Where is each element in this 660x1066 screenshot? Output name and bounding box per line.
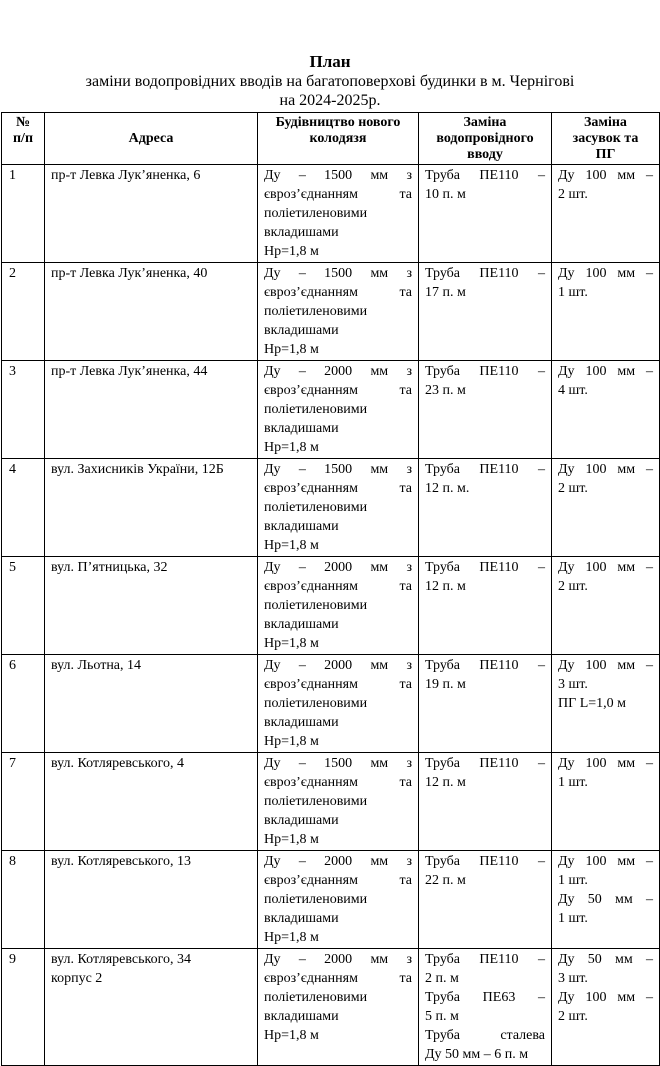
cell-valves xyxy=(552,949,660,1066)
cell-valves-line: Ду 100 мм – xyxy=(558,658,653,673)
cell-num: 4 xyxy=(2,459,45,557)
cell-address xyxy=(45,949,258,1066)
header-address: Адреса xyxy=(45,113,258,165)
cell-input-line: 12 п. м xyxy=(425,775,466,790)
cell-well-line: Нр=1,8 м xyxy=(264,342,319,357)
cell-input-line: Труба ПЕ110 – xyxy=(425,756,545,771)
cell-input-line: Труба ПЕ110 – xyxy=(425,266,545,281)
cell-valves-line: Ду 100 мм – xyxy=(558,462,653,477)
cell-input xyxy=(419,165,552,263)
cell-input-line: 23 п. м xyxy=(425,383,466,398)
cell-input-line: Труба ПЕ110 – xyxy=(425,364,545,379)
cell-well-line: Ду – 2000 мм з xyxy=(264,854,412,869)
cell-well-line: поліетиленовими xyxy=(264,500,368,515)
cell-well-line: вкладишами xyxy=(264,813,339,828)
cell-valves-line: Ду 100 мм – xyxy=(558,560,653,575)
cell-num: 3 xyxy=(2,361,45,459)
cell-valves xyxy=(552,361,660,459)
cell-well-line: поліетиленовими xyxy=(264,892,368,907)
cell-num: 1 xyxy=(2,165,45,263)
cell-valves-line: Ду 50 мм – xyxy=(558,952,653,967)
cell-valves-line: 1 шт. xyxy=(558,873,588,888)
cell-input-line: Ду 50 мм – 6 п. м xyxy=(425,1047,529,1062)
table-row xyxy=(2,263,660,361)
cell-input xyxy=(419,361,552,459)
cell-valves-line: 1 шт. xyxy=(558,911,588,926)
cell-well-line: євроз’єднанням та xyxy=(264,677,412,692)
cell-address-line: вул. Захисників України, 12Б xyxy=(51,462,224,477)
cell-input-line: Труба ПЕ110 – xyxy=(425,658,545,673)
cell-well-line: Нр=1,8 м xyxy=(264,930,319,945)
cell-well-line: вкладишами xyxy=(264,911,339,926)
cell-well-line: євроз’єднанням та xyxy=(264,481,412,496)
cell-well-line: Нр=1,8 м xyxy=(264,734,319,749)
cell-input-line: 19 п. м xyxy=(425,677,466,692)
cell-valves-line: Ду 100 мм – xyxy=(558,364,653,379)
cell-well xyxy=(258,557,419,655)
cell-valves-line: 2 шт. xyxy=(558,481,588,496)
cell-address xyxy=(45,361,258,459)
cell-well xyxy=(258,851,419,949)
cell-well xyxy=(258,361,419,459)
cell-valves xyxy=(552,459,660,557)
cell-well xyxy=(258,949,419,1066)
cell-valves-line: Ду 100 мм – xyxy=(558,168,653,183)
cell-input xyxy=(419,655,552,753)
cell-valves xyxy=(552,263,660,361)
table-row xyxy=(2,165,660,263)
cell-well-line: вкладишами xyxy=(264,715,339,730)
cell-input-line: 17 п. м xyxy=(425,285,466,300)
cell-input xyxy=(419,263,552,361)
cell-well-line: Ду – 2000 мм з xyxy=(264,364,412,379)
cell-num: 9 xyxy=(2,949,45,1066)
cell-valves-line: 3 шт. xyxy=(558,677,588,692)
cell-input xyxy=(419,851,552,949)
cell-address xyxy=(45,557,258,655)
cell-input-line: Труба ПЕ110 – xyxy=(425,168,545,183)
cell-address xyxy=(45,753,258,851)
cell-well-line: Ду – 2000 мм з xyxy=(264,560,412,575)
header-valves: Заміна засувок та ПГ xyxy=(552,113,660,165)
cell-valves xyxy=(552,655,660,753)
cell-well-line: євроз’єднанням та xyxy=(264,971,412,986)
cell-valves-line: 2 шт. xyxy=(558,1009,588,1024)
cell-valves xyxy=(552,557,660,655)
cell-well xyxy=(258,165,419,263)
document-subtitle: заміни водопровідних вводів на багатоповерхові будинки в м. Чернігові xyxy=(85,73,575,90)
header-num: № п/п xyxy=(2,113,45,165)
cell-input-line: 12 п. м xyxy=(425,579,466,594)
document-period: на 2024-2025р. xyxy=(279,92,381,109)
cell-well-line: поліетиленовими xyxy=(264,794,368,809)
cell-num: 7 xyxy=(2,753,45,851)
cell-address-line: вул. П’ятницька, 32 xyxy=(51,560,168,575)
cell-well-line: Нр=1,8 м xyxy=(264,440,319,455)
cell-input-line: Труба ПЕ110 – xyxy=(425,462,545,477)
cell-input-line: 5 п. м xyxy=(425,1009,459,1024)
cell-input-line: Труба ПЕ110 – xyxy=(425,854,545,869)
cell-well xyxy=(258,655,419,753)
cell-valves-line: 3 шт. xyxy=(558,971,588,986)
cell-address-line: вул. Льотна, 14 xyxy=(51,658,142,673)
table-row xyxy=(2,459,660,557)
cell-well-line: Нр=1,8 м xyxy=(264,1028,319,1043)
cell-num: 2 xyxy=(2,263,45,361)
cell-input-line: 22 п. м xyxy=(425,873,466,888)
cell-well-line: євроз’єднанням та xyxy=(264,579,412,594)
cell-well-line: поліетиленовими xyxy=(264,304,368,319)
cell-address xyxy=(45,165,258,263)
cell-address-line: вул. Котляревського, 4 xyxy=(51,756,184,771)
cell-valves-line: Ду 100 мм – xyxy=(558,266,653,281)
cell-address-line: вул. Котляревського, 34 xyxy=(51,952,191,967)
cell-well xyxy=(258,459,419,557)
cell-valves xyxy=(552,165,660,263)
cell-well-line: поліетиленовими xyxy=(264,990,368,1005)
cell-valves-line: ПГ L=1,0 м xyxy=(558,696,627,711)
cell-valves-line: 1 шт. xyxy=(558,285,588,300)
cell-address-line: пр-т Левка Лук’яненка, 44 xyxy=(51,364,208,379)
cell-valves xyxy=(552,753,660,851)
cell-well-line: вкладишами xyxy=(264,617,339,632)
cell-well-line: поліетиленовими xyxy=(264,598,368,613)
cell-well-line: Нр=1,8 м xyxy=(264,538,319,553)
cell-valves-line: Ду 100 мм – xyxy=(558,756,653,771)
cell-input xyxy=(419,459,552,557)
cell-well-line: Нр=1,8 м xyxy=(264,244,319,259)
cell-well-line: євроз’єднанням та xyxy=(264,187,412,202)
cell-well-line: євроз’єднанням та xyxy=(264,775,412,790)
cell-num: 6 xyxy=(2,655,45,753)
table-row xyxy=(2,655,660,753)
cell-address xyxy=(45,655,258,753)
cell-input-line: 2 п. м xyxy=(425,971,459,986)
cell-well-line: Нр=1,8 м xyxy=(264,636,319,651)
cell-input-line: Труба ПЕ110 – xyxy=(425,952,545,967)
table-row xyxy=(2,361,660,459)
plan-table xyxy=(1,112,660,1066)
cell-well-line: Ду – 2000 мм з xyxy=(264,658,412,673)
cell-num: 8 xyxy=(2,851,45,949)
table-row xyxy=(2,753,660,851)
cell-well-line: поліетиленовими xyxy=(264,402,368,417)
cell-valves xyxy=(552,851,660,949)
cell-well-line: Ду – 1500 мм з xyxy=(264,462,412,477)
cell-well-line: поліетиленовими xyxy=(264,696,368,711)
cell-input xyxy=(419,753,552,851)
cell-well-line: євроз’єднанням та xyxy=(264,873,412,888)
cell-address-line: корпус 2 xyxy=(51,971,103,986)
cell-valves-line: 4 шт. xyxy=(558,383,588,398)
cell-address-line: пр-т Левка Лук’яненка, 6 xyxy=(51,168,201,183)
table-header-row xyxy=(2,113,660,165)
header-well: Будівництво нового колодязя xyxy=(258,113,419,165)
cell-address xyxy=(45,459,258,557)
cell-well-line: поліетиленовими xyxy=(264,206,368,221)
cell-input xyxy=(419,557,552,655)
cell-well-line: вкладишами xyxy=(264,225,339,240)
cell-input-line: 10 п. м xyxy=(425,187,466,202)
cell-valves-line: Ду 100 мм – xyxy=(558,990,653,1005)
cell-address-line: вул. Котляревського, 13 xyxy=(51,854,191,869)
cell-input-line: 12 п. м. xyxy=(425,481,470,496)
cell-well-line: Ду – 1500 мм з xyxy=(264,756,412,771)
cell-well-line: вкладишами xyxy=(264,1009,339,1024)
header-input: Заміна водопровідного вводу xyxy=(419,113,552,165)
cell-num: 5 xyxy=(2,557,45,655)
table-row xyxy=(2,557,660,655)
cell-valves-line: Ду 50 мм – xyxy=(558,892,653,907)
cell-valves-line: 2 шт. xyxy=(558,579,588,594)
cell-input-line: Труба ПЕ110 – xyxy=(425,560,545,575)
cell-input-line: Труба ПЕ63 – xyxy=(425,990,545,1005)
cell-well-line: вкладишами xyxy=(264,421,339,436)
document-title: План xyxy=(309,52,351,71)
cell-well-line: Нр=1,8 м xyxy=(264,832,319,847)
table-row xyxy=(2,851,660,949)
table-row xyxy=(2,949,660,1066)
cell-well-line: вкладишами xyxy=(264,323,339,338)
cell-well-line: Ду – 1500 мм з xyxy=(264,168,412,183)
cell-well-line: Ду – 1500 мм з xyxy=(264,266,412,281)
cell-well xyxy=(258,753,419,851)
cell-well-line: вкладишами xyxy=(264,519,339,534)
cell-valves-line: Ду 100 мм – xyxy=(558,854,653,869)
cell-valves-line: 2 шт. xyxy=(558,187,588,202)
cell-well-line: Ду – 2000 мм з xyxy=(264,952,412,967)
cell-valves-line: 1 шт. xyxy=(558,775,588,790)
cell-input-line: Труба сталева xyxy=(425,1028,545,1043)
cell-input xyxy=(419,949,552,1066)
cell-well xyxy=(258,263,419,361)
cell-well-line: євроз’єднанням та xyxy=(264,285,412,300)
cell-well-line: євроз’єднанням та xyxy=(264,383,412,398)
cell-address xyxy=(45,851,258,949)
cell-address xyxy=(45,263,258,361)
cell-address-line: пр-т Левка Лук’яненка, 40 xyxy=(51,266,208,281)
